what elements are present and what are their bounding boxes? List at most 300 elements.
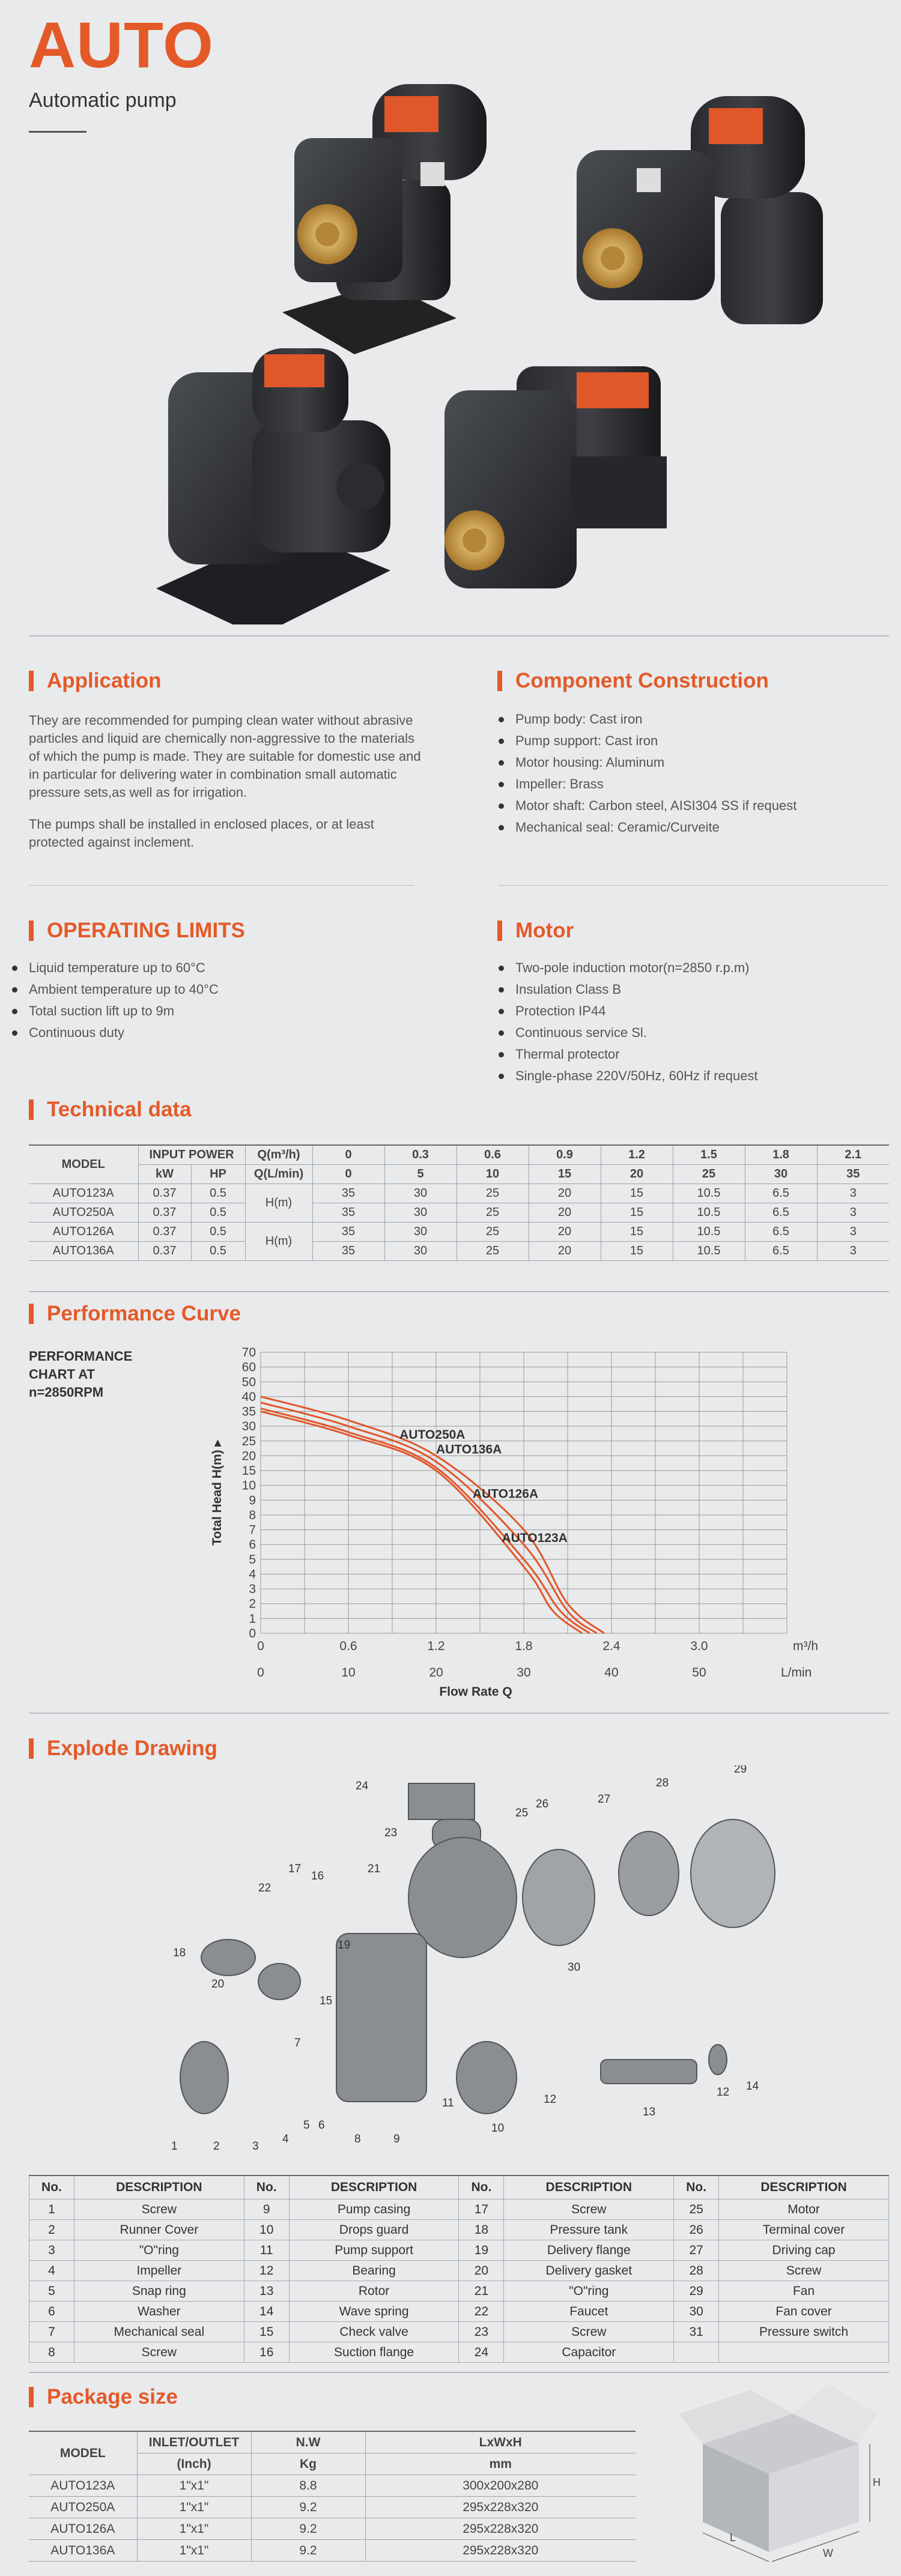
- cell: Screw: [719, 2261, 889, 2281]
- cell-model: AUTO123A: [29, 1184, 138, 1203]
- table-row: [29, 2475, 636, 2497]
- performance-chart: [204, 1345, 829, 1705]
- callout: 28: [656, 1777, 669, 1789]
- x-tick-label-lmin: 50: [692, 1666, 706, 1680]
- cell-dim: 300x200x280: [365, 2475, 636, 2497]
- heading-marker: [29, 921, 34, 941]
- cell-h: 35: [312, 1223, 384, 1242]
- table-row: [29, 2261, 889, 2281]
- component-list: [499, 709, 883, 838]
- cell: [719, 2342, 889, 2363]
- component-item: Mechanical seal: Ceramic/Curveite: [499, 817, 883, 838]
- cell-h: 3: [817, 1242, 889, 1261]
- package-heading: [29, 2385, 178, 2409]
- terminal-cover-part: [523, 1849, 595, 1946]
- th-q-val: 2.1: [817, 1145, 889, 1165]
- cell: Delivery flange: [504, 2240, 674, 2261]
- cell: Snap ring: [74, 2281, 244, 2302]
- cell: Drops guard: [289, 2220, 459, 2240]
- th-l-val: 25: [673, 1165, 745, 1184]
- application-heading: [29, 669, 162, 693]
- cell: Delivery gasket: [504, 2261, 674, 2281]
- cell: [674, 2342, 719, 2363]
- cell: Screw: [74, 2342, 244, 2363]
- bearing-part: [709, 2045, 727, 2075]
- y-tick-label: 20: [241, 1449, 256, 1463]
- box-illustration: [679, 2378, 883, 2564]
- driving-cap-part: [619, 1831, 679, 1915]
- th-q-val: 0.6: [457, 1145, 529, 1165]
- series-line-auto126a: [261, 1409, 590, 1633]
- pump-image-1: [282, 84, 487, 354]
- th-l-val: 30: [745, 1165, 817, 1184]
- cell: 28: [674, 2261, 719, 2281]
- y-axis-label: Total Head H(m) ▸: [210, 1440, 224, 1546]
- limits-item: Continuous duty: [12, 1022, 396, 1044]
- heading-marker: [29, 1099, 34, 1120]
- th-l-val: 20: [601, 1165, 673, 1184]
- y-tick-label: 60: [241, 1360, 256, 1374]
- cell-inlet: 1"x1": [137, 2475, 251, 2497]
- heading-marker: [497, 671, 502, 691]
- cell-h: 25: [457, 1223, 529, 1242]
- cell: Check valve: [289, 2322, 459, 2342]
- limits-heading: [29, 919, 245, 943]
- cell-h: 20: [529, 1203, 601, 1223]
- cell: Fan: [719, 2281, 889, 2302]
- cell-h: 20: [529, 1184, 601, 1203]
- y-tick-label: 15: [241, 1464, 256, 1478]
- cell-h: 10.5: [673, 1242, 745, 1261]
- x-tick-label-m3h: 2.4: [602, 1639, 620, 1653]
- cell-inlet: 1"x1": [137, 2540, 251, 2562]
- cell: 1: [29, 2200, 74, 2220]
- component-item: Motor housing: Aluminum: [499, 752, 883, 773]
- heading-marker: [29, 1304, 34, 1324]
- th-model: MODEL: [29, 2431, 137, 2475]
- heading-marker: [29, 1738, 34, 1759]
- th-inlet: INLET/OUTLET: [137, 2431, 251, 2454]
- y-tick-label: 40: [241, 1389, 256, 1404]
- cell: 7: [29, 2322, 74, 2342]
- cell-h: 3: [817, 1203, 889, 1223]
- x-tick-label-m3h: 3.0: [690, 1639, 708, 1653]
- callout: 22: [258, 1882, 272, 1894]
- th-desc: DESCRIPTION: [719, 2175, 889, 2200]
- cell-h: 25: [457, 1184, 529, 1203]
- callout: 10: [491, 2122, 505, 2135]
- x-tick-label-lmin: 30: [517, 1666, 531, 1680]
- callout: 15: [320, 1995, 333, 2007]
- cell: 8: [29, 2342, 74, 2363]
- cell: 31: [674, 2322, 719, 2342]
- performance-heading: [29, 1302, 241, 1326]
- th-kw: kW: [138, 1165, 191, 1184]
- th-desc: DESCRIPTION: [504, 2175, 674, 2200]
- cell: Capacitor: [504, 2342, 674, 2363]
- th-mm: mm: [365, 2454, 636, 2475]
- cell: Motor: [719, 2200, 889, 2220]
- callout: 18: [173, 1947, 186, 1959]
- cell-h: 6.5: [745, 1203, 817, 1223]
- cell: Screw: [504, 2200, 674, 2220]
- cell: 2: [29, 2220, 74, 2240]
- callout: 25: [515, 1807, 529, 1819]
- table-row: [29, 2540, 636, 2562]
- cell: 11: [244, 2240, 289, 2261]
- table-row: [29, 2497, 636, 2518]
- cell: 26: [674, 2220, 719, 2240]
- th-inch: (Inch): [137, 2454, 251, 2475]
- series-label: AUTO126A: [472, 1487, 539, 1501]
- cell-hp: 0.5: [191, 1184, 245, 1203]
- cell: Screw: [504, 2322, 674, 2342]
- heading-marker: [497, 921, 502, 941]
- cell: Washer: [74, 2302, 244, 2322]
- technical-table: [29, 1144, 889, 1261]
- th-l-val: 0: [312, 1165, 384, 1184]
- cell: 4: [29, 2261, 74, 2281]
- cell: 3: [29, 2240, 74, 2261]
- cell-h: 35: [312, 1203, 384, 1223]
- motor-title: Motor: [515, 919, 574, 942]
- th-model: MODEL: [29, 1145, 138, 1184]
- callout: 20: [211, 1978, 225, 1991]
- callout: 5: [303, 2119, 310, 2132]
- cell-model: AUTO136A: [29, 1242, 138, 1261]
- cell: 10: [244, 2220, 289, 2240]
- th-nw: N.W: [251, 2431, 365, 2454]
- y-tick-label: 0: [249, 1627, 256, 1640]
- cell: 21: [459, 2281, 504, 2302]
- limits-list: [12, 957, 396, 1044]
- cell: 5: [29, 2281, 74, 2302]
- cell: 16: [244, 2342, 289, 2363]
- heading-marker: [29, 671, 34, 691]
- th-desc: DESCRIPTION: [289, 2175, 459, 2200]
- callout: 14: [746, 2080, 759, 2093]
- y-tick-label: 3: [249, 1582, 256, 1597]
- x-tick-label-m3h: 1.8: [515, 1639, 533, 1653]
- th-desc: DESCRIPTION: [74, 2175, 244, 2200]
- cell-h: 30: [384, 1242, 457, 1261]
- motor-list: [499, 957, 883, 1087]
- package-table: [29, 2431, 636, 2562]
- y-tick-label: 10: [241, 1478, 256, 1493]
- y-tick-label: 9: [249, 1493, 256, 1508]
- th-l-val: 35: [817, 1165, 889, 1184]
- application-paragraph-2: The pumps shall be installed in enclosed places, or at least protected against inclement.: [29, 817, 374, 850]
- callout: 30: [568, 1961, 581, 1974]
- table-row: [29, 2240, 889, 2261]
- heading-marker: [29, 2387, 34, 2407]
- th-q-val: 1.2: [601, 1145, 673, 1165]
- motor-item: Two-pole induction motor(n=2850 r.p.m): [499, 957, 883, 979]
- cell: 23: [459, 2322, 504, 2342]
- cell-hp: 0.5: [191, 1242, 245, 1261]
- callout: 26: [536, 1798, 549, 1810]
- th-q-val: 1.5: [673, 1145, 745, 1165]
- y-tick-label: 25: [241, 1434, 256, 1448]
- cell: 17: [459, 2200, 504, 2220]
- cell: Pressure switch: [719, 2322, 889, 2342]
- motor-item: Single-phase 220V/50Hz, 60Hz if request: [499, 1065, 883, 1087]
- pump-photos: [0, 0, 901, 624]
- pump-casing-part: [336, 1934, 426, 2102]
- cell: 12: [244, 2261, 289, 2281]
- callout: 27: [598, 1793, 611, 1806]
- box-label-w: W: [823, 2547, 833, 2559]
- callout: 11: [442, 2097, 454, 2109]
- th-kg: Kg: [251, 2454, 365, 2475]
- cell-model: AUTO250A: [29, 2497, 137, 2518]
- pump-image-4: [444, 366, 667, 588]
- package-title: Package size: [47, 2385, 178, 2408]
- cell-nw: 9.2: [251, 2497, 365, 2518]
- th-l-val: 15: [529, 1165, 601, 1184]
- th-q-val: 1.8: [745, 1145, 817, 1165]
- cell-h: 6.5: [745, 1242, 817, 1261]
- page-subtitle: Automatic pump: [29, 89, 177, 112]
- table-row: [29, 1242, 889, 1261]
- cell: Bearing: [289, 2261, 459, 2281]
- cell-nw: 8.8: [251, 2475, 365, 2497]
- th-q-lmin: Q(L/min): [245, 1165, 312, 1184]
- cell-h: 10.5: [673, 1203, 745, 1223]
- y-tick-label: 7: [249, 1523, 256, 1537]
- x-tick-label-lmin: 20: [429, 1666, 443, 1680]
- divider-component: [499, 885, 889, 886]
- pump-support-part: [457, 2042, 517, 2114]
- th-dim: LxWxH: [365, 2431, 636, 2454]
- cell-kw: 0.37: [138, 1223, 191, 1242]
- divider-2: [29, 1291, 889, 1292]
- delivery-flange-part: [258, 1964, 300, 2000]
- cell: Faucet: [504, 2302, 674, 2322]
- x-tick-label-m3h: 0.6: [339, 1639, 357, 1653]
- divider-application: [29, 885, 414, 886]
- th-no: No.: [244, 2175, 289, 2200]
- cell-h: 3: [817, 1223, 889, 1242]
- box-label-l: L: [730, 2532, 736, 2544]
- cell-kw: 0.37: [138, 1184, 191, 1203]
- cell-hp: 0.5: [191, 1223, 245, 1242]
- table-row: [29, 1184, 889, 1203]
- y-tick-label: 50: [241, 1375, 256, 1389]
- cell-h: 15: [601, 1223, 673, 1242]
- series-label: AUTO250A: [399, 1427, 466, 1442]
- cell-h: 15: [601, 1203, 673, 1223]
- y-tick-label: 6: [249, 1538, 256, 1552]
- table-row: [29, 1223, 889, 1242]
- th-l-val: 10: [457, 1165, 529, 1184]
- cell-nw: 9.2: [251, 2540, 365, 2562]
- cell-model: AUTO250A: [29, 1203, 138, 1223]
- suction-flange-part: [201, 1940, 255, 1976]
- motor-item: Insulation Class B: [499, 979, 883, 1000]
- th-q-val: 0.9: [529, 1145, 601, 1165]
- motor-item: Protection IP44: [499, 1000, 883, 1022]
- cell-h: 3: [817, 1184, 889, 1203]
- performance-title: Performance Curve: [47, 1302, 241, 1325]
- component-item: Pump support: Cast iron: [499, 730, 883, 752]
- callout: 8: [354, 2133, 361, 2145]
- performance-label-1: PERFORMANCE: [29, 1349, 133, 1364]
- component-title: Component Construction: [515, 669, 769, 692]
- explode-heading: [29, 1737, 217, 1761]
- cell-kw: 0.37: [138, 1242, 191, 1261]
- capacitor-part: [408, 1783, 475, 1819]
- cell-h: 25: [457, 1242, 529, 1261]
- cell: 13: [244, 2281, 289, 2302]
- cell: Terminal cover: [719, 2220, 889, 2240]
- brand-title: AUTO: [29, 8, 214, 81]
- limits-item: Ambient temperature up to 40°C: [12, 979, 396, 1000]
- cell-h: 30: [384, 1223, 457, 1242]
- divider-1: [29, 635, 889, 636]
- performance-label: [29, 1347, 132, 1401]
- callout: 4: [282, 2133, 289, 2145]
- cell-h: 30: [384, 1184, 457, 1203]
- cell: 29: [674, 2281, 719, 2302]
- box-label-h: H: [873, 2476, 881, 2488]
- application-title: Application: [47, 669, 162, 692]
- component-item: Pump body: Cast iron: [499, 709, 883, 730]
- cell: 6: [29, 2302, 74, 2322]
- cell: Wave spring: [289, 2302, 459, 2322]
- cell: Driving cap: [719, 2240, 889, 2261]
- y-tick-label: 70: [241, 1346, 256, 1359]
- cell-dim: 295x228x320: [365, 2540, 636, 2562]
- divider-4: [29, 2372, 889, 2373]
- callout: 9: [393, 2133, 400, 2145]
- cell: Pump support: [289, 2240, 459, 2261]
- component-item: Motor shaft: Carbon steel, AISI304 SS if request: [499, 795, 883, 817]
- cell-hm: H(m): [245, 1223, 312, 1261]
- cell: Impeller: [74, 2261, 244, 2281]
- technical-heading: [29, 1098, 192, 1122]
- cell: Fan cover: [719, 2302, 889, 2322]
- cell-h: 20: [529, 1242, 601, 1261]
- motor-item: Continuous service Sl.: [499, 1022, 883, 1044]
- cell-dim: 295x228x320: [365, 2497, 636, 2518]
- cell: 18: [459, 2220, 504, 2240]
- y-tick-label: 35: [241, 1404, 256, 1419]
- callout: 16: [311, 1870, 324, 1882]
- cell: 9: [244, 2200, 289, 2220]
- callout: 3: [252, 2140, 259, 2153]
- th-q-val: 0.3: [384, 1145, 457, 1165]
- callout: 2: [213, 2140, 220, 2153]
- cell-nw: 9.2: [251, 2518, 365, 2540]
- th-hp: HP: [191, 1165, 245, 1184]
- series-label: AUTO123A: [502, 1531, 568, 1546]
- motor-item: Thermal protector: [499, 1044, 883, 1065]
- cell-hm: H(m): [245, 1184, 312, 1223]
- callout: 21: [368, 1863, 381, 1875]
- cell: "O"ring: [504, 2281, 674, 2302]
- x-unit-m3h: m³/h: [793, 1639, 818, 1653]
- cell: 25: [674, 2200, 719, 2220]
- series-line-auto123a: [261, 1412, 582, 1633]
- application-paragraph-1: They are recommended for pumping clean water without abrasive particles and liquid are chemically non-aggressive to the materials of which the pump is made. They are suitable for domestic use and in particular for delivering water in combination small automatic pressure sets,as well as for irrigation.: [29, 713, 421, 800]
- table-row: [29, 2322, 889, 2342]
- series-label: AUTO136A: [436, 1442, 502, 1457]
- cell-h: 25: [457, 1203, 529, 1223]
- table-row: [29, 2518, 636, 2540]
- callout: 23: [384, 1827, 398, 1839]
- callout: 6: [318, 2119, 325, 2132]
- x-tick-label-m3h: 1.2: [427, 1639, 445, 1653]
- cell-h: 35: [312, 1242, 384, 1261]
- y-tick-label: 5: [249, 1552, 256, 1567]
- cell-h: 20: [529, 1223, 601, 1242]
- cell-model: AUTO136A: [29, 2540, 137, 2562]
- cell: 14: [244, 2302, 289, 2322]
- technical-title: Technical data: [47, 1098, 192, 1121]
- cell: 22: [459, 2302, 504, 2322]
- cell-h: 15: [601, 1184, 673, 1203]
- component-heading: [497, 669, 769, 693]
- cell-model: AUTO123A: [29, 2475, 137, 2497]
- component-item: Impeller: Brass: [499, 773, 883, 795]
- cell-h: 6.5: [745, 1184, 817, 1203]
- cell-model: AUTO126A: [29, 2518, 137, 2540]
- divider-3: [29, 1713, 889, 1714]
- table-row: [29, 2281, 889, 2302]
- motor-heading: [497, 919, 574, 943]
- pump-image-3: [156, 348, 390, 624]
- cell: 20: [459, 2261, 504, 2281]
- cell: Rotor: [289, 2281, 459, 2302]
- callout: 24: [356, 1780, 369, 1792]
- cell-hp: 0.5: [191, 1203, 245, 1223]
- cell-dim: 295x228x320: [365, 2518, 636, 2540]
- callout: 29: [734, 1765, 747, 1776]
- th-q-val: 0: [312, 1145, 384, 1165]
- table-row: [29, 2342, 889, 2363]
- x-unit-lmin: L/min: [781, 1666, 812, 1680]
- cell-h: 10.5: [673, 1184, 745, 1203]
- fan-cover-part: [691, 1819, 775, 1927]
- table-row: [29, 2200, 889, 2220]
- limits-title: OPERATING LIMITS: [47, 919, 245, 942]
- table-row: [29, 2302, 889, 2322]
- y-tick-label: 4: [249, 1567, 256, 1582]
- cell-h: 35: [312, 1184, 384, 1203]
- limits-item: Total suction lift up to 9m: [12, 1000, 396, 1022]
- callout: 12: [544, 2093, 557, 2106]
- th-input-power: INPUT POWER: [138, 1145, 245, 1165]
- cell: 19: [459, 2240, 504, 2261]
- x-tick-label-lmin: 0: [257, 1666, 264, 1680]
- cell: Runner Cover: [74, 2220, 244, 2240]
- cell: 15: [244, 2322, 289, 2342]
- cell: 30: [674, 2302, 719, 2322]
- cell-inlet: 1"x1": [137, 2518, 251, 2540]
- cell-h: 30: [384, 1203, 457, 1223]
- callout: 7: [294, 2037, 301, 2049]
- table-row: [29, 2220, 889, 2240]
- cell-h: 6.5: [745, 1223, 817, 1242]
- callout: 12: [717, 2086, 730, 2099]
- runner-cover-part: [180, 2042, 228, 2114]
- cell: Pressure tank: [504, 2220, 674, 2240]
- explode-drawing: [0, 1765, 901, 2162]
- x-axis-label: Flow Rate Q: [439, 1685, 512, 1699]
- y-tick-label: 8: [249, 1508, 256, 1522]
- pump-image-2: [577, 96, 823, 324]
